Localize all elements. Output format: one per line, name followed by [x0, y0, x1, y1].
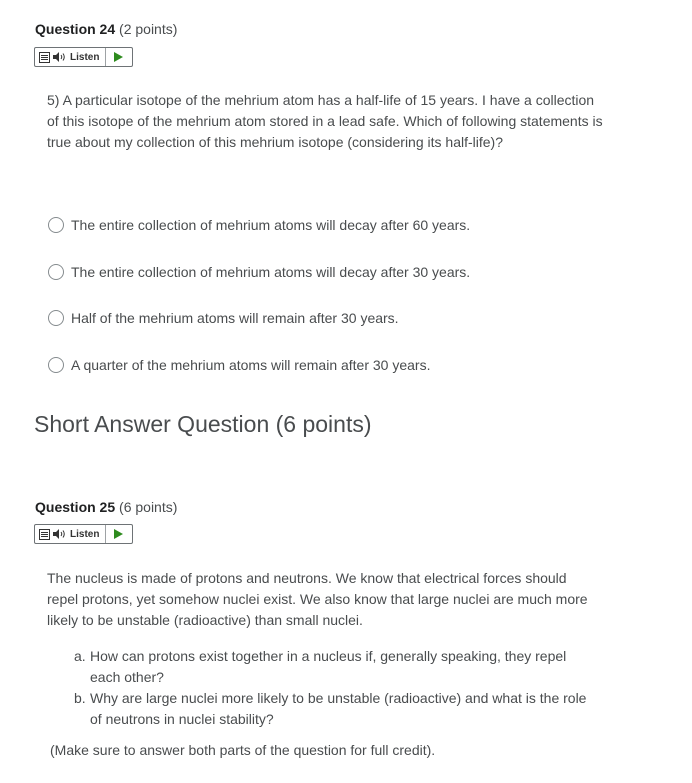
radio-button[interactable] [48, 264, 64, 280]
menu-icon[interactable] [37, 48, 51, 66]
list-item [74, 688, 594, 730]
question-number: Question 24 [35, 21, 116, 37]
credit-note: (Make sure to answer both parts of the question for full credit). [50, 742, 436, 758]
question-points: (2 points) [119, 21, 178, 37]
list-marker: b. [74, 690, 86, 706]
question-25-text: The nucleus is made of protons and neutrons. We know that electrical forces should repel protons, yet somehow nuclei exist. We also know that large nuclei are much more likely to be unstable (radioactive) than small nuclei. [47, 570, 588, 628]
toolbar-divider [105, 48, 106, 66]
question-parts-list [74, 646, 594, 730]
list-item [74, 646, 594, 688]
play-icon[interactable] [114, 529, 123, 539]
question-points: (6 points) [119, 499, 178, 515]
answer-option[interactable] [48, 217, 470, 233]
section-title: Short Answer Question (6 points) [34, 411, 372, 437]
radio-button[interactable] [48, 310, 64, 326]
radio-button[interactable] [48, 357, 64, 373]
listen-button[interactable]: Listen [70, 51, 100, 63]
answer-option[interactable] [48, 264, 470, 280]
question-25-header [35, 499, 177, 515]
option-label[interactable]: The entire collection of mehrium atoms will decay after 60 years. [71, 217, 471, 233]
toolbar-divider [105, 525, 106, 543]
answer-option[interactable] [48, 357, 430, 373]
listen-toolbar [34, 524, 133, 544]
list-marker: a. [74, 648, 86, 664]
question-24-header [35, 21, 177, 37]
speaker-icon[interactable] [53, 52, 66, 62]
list-item-text: Why are large nuclei more likely to be unstable (radioactive) and what is the role of neutrons in nuclei stability? [90, 690, 587, 727]
option-label[interactable]: Half of the mehrium atoms will remain after 30 years. [71, 310, 399, 326]
option-label[interactable]: A quarter of the mehrium atoms will remain after 30 years. [71, 357, 431, 373]
speaker-icon[interactable] [53, 529, 66, 539]
option-label[interactable]: The entire collection of mehrium atoms will decay after 30 years. [71, 264, 471, 280]
listen-toolbar [34, 47, 133, 67]
listen-button[interactable]: Listen [70, 528, 100, 540]
play-icon[interactable] [114, 52, 123, 62]
answer-option[interactable] [48, 310, 399, 326]
question-24-text: 5) A particular isotope of the mehrium atom has a half-life of 15 years. I have a collection of this isotope of the mehrium atom stored in a lead safe. Which of following statements is true about my collection of this mehrium isotope (considering its half-life)? [47, 92, 603, 150]
menu-icon[interactable] [37, 525, 51, 543]
question-number: Question 25 [35, 499, 116, 515]
radio-button[interactable] [48, 217, 64, 233]
list-item-text: How can protons exist together in a nucleus if, generally speaking, they repel each other? [90, 648, 567, 685]
